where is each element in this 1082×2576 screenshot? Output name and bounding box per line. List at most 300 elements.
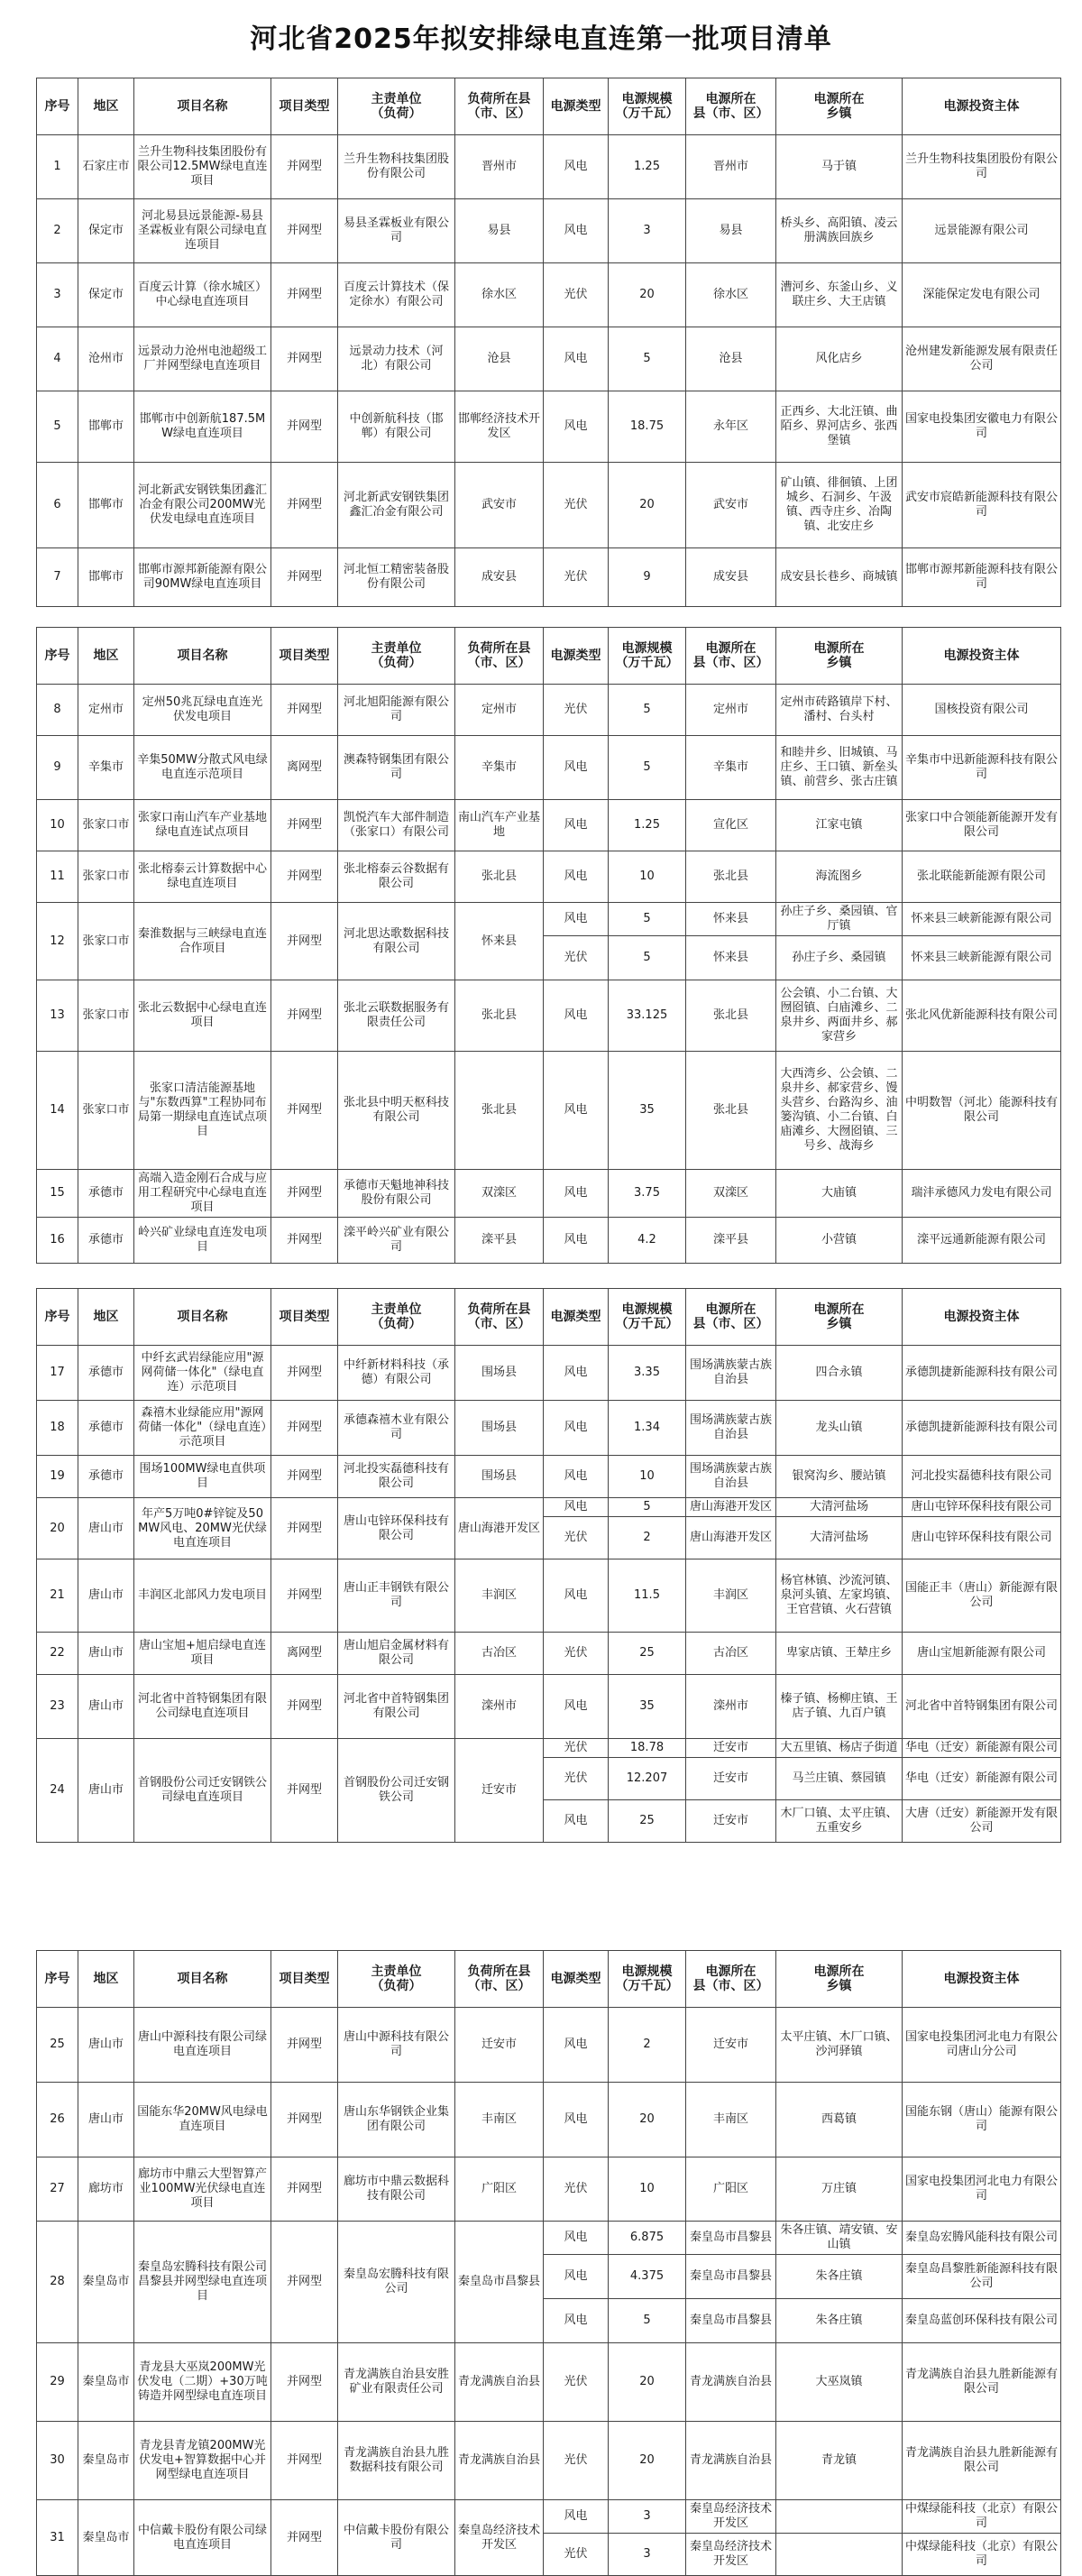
source-type-cell: 风电 bbox=[544, 800, 609, 851]
source-county-cell: 围场满族蒙古族自治县 bbox=[686, 1401, 776, 1456]
project-name-cell: 青龙县青龙镇200MW光伏发电+智算数据中心并网型绿电直连项目 bbox=[134, 2422, 271, 2500]
row-number: 19 bbox=[37, 1456, 78, 1498]
source-county-cell: 辛集市 bbox=[686, 736, 776, 800]
column-header: 序号 bbox=[37, 1951, 78, 2008]
source-county-cell: 唐山海港开发区 bbox=[686, 1498, 776, 1517]
source-type-cell: 光伏 bbox=[544, 1739, 609, 1758]
source-investor-cell: 张北联能新能源有限公司 bbox=[903, 851, 1061, 903]
source-scale-cell: 3.35 bbox=[609, 1346, 686, 1401]
source-scale-cell: 3 bbox=[609, 2534, 686, 2576]
region-cell: 辛集市 bbox=[78, 736, 134, 800]
column-header: 电源所在 乡镇 bbox=[776, 1951, 903, 2008]
load-county-cell: 晋州市 bbox=[455, 135, 544, 199]
source-town-cell: 小营镇 bbox=[776, 1218, 903, 1264]
region-cell: 唐山市 bbox=[78, 1498, 134, 1559]
project-table-page-2 bbox=[36, 627, 1061, 1264]
source-scale-cell: 35 bbox=[609, 1052, 686, 1170]
source-county-cell: 沧县 bbox=[686, 327, 776, 391]
column-header: 负荷所在县 （市、区） bbox=[455, 628, 544, 685]
column-header: 地区 bbox=[78, 1951, 134, 2008]
load-county-cell: 双滦区 bbox=[455, 1170, 544, 1218]
source-county-cell: 丰南区 bbox=[686, 2083, 776, 2157]
project-type-cell: 并网型 bbox=[271, 1218, 338, 1264]
source-investor-cell: 怀来县三峡新能源有限公司 bbox=[903, 936, 1061, 980]
source-town-cell: 朱各庄镇 bbox=[776, 2299, 903, 2343]
source-county-cell: 迁安市 bbox=[686, 2008, 776, 2083]
row-number: 29 bbox=[37, 2343, 78, 2422]
project-name-cell: 唐山中源科技有限公司绿电直连项目 bbox=[134, 2008, 271, 2083]
source-town-cell: 和睦井乡、旧城镇、马庄乡、王口镇、新垒头镇、前营乡、张古庄镇 bbox=[776, 736, 903, 800]
table-header-row bbox=[37, 1289, 1061, 1346]
table-row bbox=[37, 2157, 1061, 2222]
load-county-cell: 围场县 bbox=[455, 1456, 544, 1498]
project-type-cell: 并网型 bbox=[271, 980, 338, 1052]
source-county-cell: 丰润区 bbox=[686, 1559, 776, 1633]
source-county-cell: 滦州市 bbox=[686, 1675, 776, 1739]
source-scale-cell: 4.375 bbox=[609, 2255, 686, 2299]
project-name-cell: 唐山宝旭+旭启绿电直连项目 bbox=[134, 1633, 271, 1675]
region-cell: 唐山市 bbox=[78, 1559, 134, 1633]
project-type-cell: 并网型 bbox=[271, 2008, 338, 2083]
source-town-cell: 公会镇、小二台镇、大囫囵镇、白庙滩乡、二泉井乡、两面井乡、郝家营乡 bbox=[776, 980, 903, 1052]
project-type-cell: 离网型 bbox=[271, 1633, 338, 1675]
project-name-cell: 张北榕泰云计算数据中心绿电直连项目 bbox=[134, 851, 271, 903]
load-owner-cell: 张北榕泰云谷数据有限公司 bbox=[338, 851, 455, 903]
project-type-cell: 并网型 bbox=[271, 2343, 338, 2422]
load-county-cell: 丰南区 bbox=[455, 2083, 544, 2157]
source-scale-cell: 25 bbox=[609, 1800, 686, 1843]
source-county-cell: 青龙满族自治县 bbox=[686, 2422, 776, 2500]
source-county-cell: 武安市 bbox=[686, 463, 776, 548]
source-county-cell: 双滦区 bbox=[686, 1170, 776, 1218]
column-header: 电源所在 县（市、区） bbox=[686, 1289, 776, 1346]
region-cell: 张家口市 bbox=[78, 980, 134, 1052]
row-number: 28 bbox=[37, 2222, 78, 2343]
source-town-cell: 大清河盐场 bbox=[776, 1498, 903, 1517]
row-number: 26 bbox=[37, 2083, 78, 2157]
project-type-cell: 并网型 bbox=[271, 263, 338, 327]
table-row bbox=[37, 2343, 1061, 2422]
column-header: 序号 bbox=[37, 1289, 78, 1346]
row-number: 30 bbox=[37, 2422, 78, 2500]
source-scale-cell: 5 bbox=[609, 736, 686, 800]
source-type-cell: 光伏 bbox=[544, 2534, 609, 2576]
load-owner-cell: 承德市天魁地神科技股份有限公司 bbox=[338, 1170, 455, 1218]
source-town-cell: 海流图乡 bbox=[776, 851, 903, 903]
project-name-cell: 丰润区北部风力发电项目 bbox=[134, 1559, 271, 1633]
region-cell: 唐山市 bbox=[78, 1675, 134, 1739]
source-investor-cell: 河北省中首特钢集团有限公司 bbox=[903, 1675, 1061, 1739]
load-owner-cell: 凯悦汽车大部件制造（张家口）有限公司 bbox=[338, 800, 455, 851]
source-investor-cell: 青龙满族自治县九胜新能源有限公司 bbox=[903, 2343, 1061, 2422]
source-type-cell: 光伏 bbox=[544, 548, 609, 607]
row-number: 2 bbox=[37, 199, 78, 263]
source-scale-cell: 18.78 bbox=[609, 1739, 686, 1758]
source-investor-cell: 唐山屯锌环保科技有限公司 bbox=[903, 1498, 1061, 1517]
row-number: 24 bbox=[37, 1739, 78, 1843]
source-county-cell: 成安县 bbox=[686, 548, 776, 607]
row-number: 21 bbox=[37, 1559, 78, 1633]
source-investor-cell: 沧州建发新能源发展有限责任公司 bbox=[903, 327, 1061, 391]
load-owner-cell: 唐山正丰钢铁有限公司 bbox=[338, 1559, 455, 1633]
source-scale-cell: 5 bbox=[609, 936, 686, 980]
project-type-cell: 并网型 bbox=[271, 391, 338, 463]
source-county-cell: 张北县 bbox=[686, 1052, 776, 1170]
region-cell: 唐山市 bbox=[78, 2008, 134, 2083]
source-type-cell: 风电 bbox=[544, 1559, 609, 1633]
table-row bbox=[37, 980, 1061, 1052]
source-type-cell: 风电 bbox=[544, 391, 609, 463]
load-owner-cell: 远景动力技术（河北）有限公司 bbox=[338, 327, 455, 391]
row-number: 25 bbox=[37, 2008, 78, 2083]
project-name-cell: 国能东华20MW风电绿电直连项目 bbox=[134, 2083, 271, 2157]
row-number: 13 bbox=[37, 980, 78, 1052]
load-county-cell: 围场县 bbox=[455, 1401, 544, 1456]
table-row bbox=[37, 2500, 1061, 2534]
source-type-cell: 风电 bbox=[544, 2222, 609, 2255]
source-town-cell: 西葛镇 bbox=[776, 2083, 903, 2157]
region-cell: 沧州市 bbox=[78, 327, 134, 391]
column-header: 电源类型 bbox=[544, 628, 609, 685]
load-owner-cell: 中纤新材料科技（承德）有限公司 bbox=[338, 1346, 455, 1401]
source-county-cell: 广阳区 bbox=[686, 2157, 776, 2222]
source-scale-cell: 2 bbox=[609, 2008, 686, 2083]
column-header: 电源投资主体 bbox=[903, 628, 1061, 685]
source-investor-cell: 张北风优新能源科技有限公司 bbox=[903, 980, 1061, 1052]
table-row bbox=[37, 1559, 1061, 1633]
row-number: 5 bbox=[37, 391, 78, 463]
row-number: 16 bbox=[37, 1218, 78, 1264]
load-county-cell: 沧县 bbox=[455, 327, 544, 391]
source-investor-cell: 国能东钢（唐山）能源有限公司 bbox=[903, 2083, 1061, 2157]
source-town-cell: 木厂口镇、太平庄镇、五重安乡 bbox=[776, 1800, 903, 1843]
region-cell: 唐山市 bbox=[78, 1633, 134, 1675]
source-county-cell: 秦皇岛经济技术开发区 bbox=[686, 2534, 776, 2576]
project-type-cell: 并网型 bbox=[271, 135, 338, 199]
table-row bbox=[37, 1498, 1061, 1517]
source-scale-cell: 10 bbox=[609, 2157, 686, 2222]
table-row bbox=[37, 685, 1061, 736]
source-town-cell: 杨官林镇、沙流河镇、泉河头镇、左家坞镇、王官营镇、火石营镇 bbox=[776, 1559, 903, 1633]
column-header: 电源类型 bbox=[544, 1951, 609, 2008]
region-cell: 承德市 bbox=[78, 1170, 134, 1218]
table-row bbox=[37, 736, 1061, 800]
table-row bbox=[37, 903, 1061, 936]
source-town-cell: 桥头乡、高阳镇、凌云册满族回族乡 bbox=[776, 199, 903, 263]
source-investor-cell: 瑞沣承德风力发电有限公司 bbox=[903, 1170, 1061, 1218]
table-row bbox=[37, 2222, 1061, 2255]
table-header-row bbox=[37, 628, 1061, 685]
source-scale-cell: 5 bbox=[609, 903, 686, 936]
column-header: 地区 bbox=[78, 78, 134, 135]
project-name-cell: 张北云数据中心绿电直连项目 bbox=[134, 980, 271, 1052]
source-county-cell: 徐水区 bbox=[686, 263, 776, 327]
region-cell: 秦皇岛市 bbox=[78, 2343, 134, 2422]
load-owner-cell: 澳森特钢集团有限公司 bbox=[338, 736, 455, 800]
project-type-cell: 并网型 bbox=[271, 2422, 338, 2500]
source-scale-cell: 20 bbox=[609, 2422, 686, 2500]
source-investor-cell: 张家口中合领能新能源开发有限公司 bbox=[903, 800, 1061, 851]
source-type-cell: 风电 bbox=[544, 1675, 609, 1739]
row-number: 6 bbox=[37, 463, 78, 548]
source-investor-cell: 大唐（迁安）新能源开发有限公司 bbox=[903, 1800, 1061, 1843]
column-header: 项目名称 bbox=[134, 628, 271, 685]
source-investor-cell: 中明数智（河北）能源科技有限公司 bbox=[903, 1052, 1061, 1170]
source-town-cell: 朱各庄镇 bbox=[776, 2255, 903, 2299]
column-header: 电源投资主体 bbox=[903, 1289, 1061, 1346]
project-type-cell: 并网型 bbox=[271, 1559, 338, 1633]
column-header: 电源投资主体 bbox=[903, 1951, 1061, 2008]
project-name-cell: 秦皇岛宏腾科技有限公司昌黎县并网型绿电直连项目 bbox=[134, 2222, 271, 2343]
source-type-cell: 光伏 bbox=[544, 2422, 609, 2500]
project-name-cell: 青龙县大巫岚200MW光伏发电（二期）+30万吨铸造并网型绿电直连项目 bbox=[134, 2343, 271, 2422]
load-owner-cell: 廊坊市中鼎云数据科技有限公司 bbox=[338, 2157, 455, 2222]
column-header: 地区 bbox=[78, 1289, 134, 1346]
source-investor-cell: 华电（迁安）新能源有限公司 bbox=[903, 1758, 1061, 1800]
source-type-cell: 风电 bbox=[544, 1401, 609, 1456]
column-header: 主责单位 （负荷） bbox=[338, 1289, 455, 1346]
table-header-row bbox=[37, 1951, 1061, 2008]
source-investor-cell: 怀来县三峡新能源有限公司 bbox=[903, 903, 1061, 936]
source-type-cell: 风电 bbox=[544, 736, 609, 800]
load-owner-cell: 秦皇岛宏腾科技有限公司 bbox=[338, 2222, 455, 2343]
load-county-cell: 怀来县 bbox=[455, 903, 544, 980]
row-number: 23 bbox=[37, 1675, 78, 1739]
source-county-cell: 滦平县 bbox=[686, 1218, 776, 1264]
source-county-cell: 迁安市 bbox=[686, 1739, 776, 1758]
source-scale-cell: 20 bbox=[609, 2343, 686, 2422]
source-type-cell: 风电 bbox=[544, 2500, 609, 2534]
row-number: 10 bbox=[37, 800, 78, 851]
load-county-cell: 徐水区 bbox=[455, 263, 544, 327]
project-name-cell: 秦淮数据与三峡绿电直连合作项目 bbox=[134, 903, 271, 980]
project-name-cell: 河北易县远景能源-易县圣霖板业有限公司绿电直连项目 bbox=[134, 199, 271, 263]
project-name-cell: 河北新武安钢铁集团鑫汇冶金有限公司200MW光伏发电绿电直连项目 bbox=[134, 463, 271, 548]
region-cell: 唐山市 bbox=[78, 1739, 134, 1843]
project-table-page-3 bbox=[36, 1288, 1061, 1843]
region-cell: 承德市 bbox=[78, 1346, 134, 1401]
project-name-cell: 围场100MW绿电直供项目 bbox=[134, 1456, 271, 1498]
project-type-cell: 并网型 bbox=[271, 2083, 338, 2157]
project-name-cell: 邯郸市中创新航187.5MW绿电直连项目 bbox=[134, 391, 271, 463]
table-row bbox=[37, 1401, 1061, 1456]
source-county-cell: 怀来县 bbox=[686, 936, 776, 980]
load-county-cell: 邯郸经济技术开发区 bbox=[455, 391, 544, 463]
source-investor-cell: 国家电投集团河北电力有限公司 bbox=[903, 2157, 1061, 2222]
load-county-cell: 南山汽车产业基地 bbox=[455, 800, 544, 851]
table-row bbox=[37, 800, 1061, 851]
table-header-row bbox=[37, 78, 1061, 135]
project-type-cell: 并网型 bbox=[271, 199, 338, 263]
table-row bbox=[37, 1052, 1061, 1170]
region-cell: 石家庄市 bbox=[78, 135, 134, 199]
load-owner-cell: 首钢股份公司迁安钢铁公司 bbox=[338, 1739, 455, 1843]
load-county-cell: 迁安市 bbox=[455, 1739, 544, 1843]
source-town-cell: 太平庄镇、木厂口镇、沙河驿镇 bbox=[776, 2008, 903, 2083]
table-row bbox=[37, 1456, 1061, 1498]
source-investor-cell: 秦皇岛宏腾风能科技有限公司 bbox=[903, 2222, 1061, 2255]
load-county-cell: 秦皇岛市昌黎县 bbox=[455, 2222, 544, 2343]
source-type-cell: 风电 bbox=[544, 327, 609, 391]
load-county-cell: 辛集市 bbox=[455, 736, 544, 800]
column-header: 电源类型 bbox=[544, 78, 609, 135]
project-type-cell: 并网型 bbox=[271, 1401, 338, 1456]
source-county-cell: 秦皇岛经济技术开发区 bbox=[686, 2500, 776, 2534]
table-row bbox=[37, 135, 1061, 199]
source-town-cell: 风化店乡 bbox=[776, 327, 903, 391]
source-investor-cell: 国家电投集团河北电力有限公司唐山分公司 bbox=[903, 2008, 1061, 2083]
load-county-cell: 古冶区 bbox=[455, 1633, 544, 1675]
row-number: 22 bbox=[37, 1633, 78, 1675]
project-name-cell: 森禧木业绿能应用"源网荷储一体化"（绿电直连）示范项目 bbox=[134, 1401, 271, 1456]
table-row bbox=[37, 327, 1061, 391]
source-scale-cell: 20 bbox=[609, 2083, 686, 2157]
table-row bbox=[37, 199, 1061, 263]
source-scale-cell: 4.2 bbox=[609, 1218, 686, 1264]
source-county-cell: 围场满族蒙古族自治县 bbox=[686, 1456, 776, 1498]
column-header: 电源规模 （万千瓦） bbox=[609, 78, 686, 135]
column-header: 地区 bbox=[78, 628, 134, 685]
project-type-cell: 并网型 bbox=[271, 903, 338, 980]
row-number: 11 bbox=[37, 851, 78, 903]
column-header: 序号 bbox=[37, 78, 78, 135]
column-header: 电源所在 县（市、区） bbox=[686, 1951, 776, 2008]
source-investor-cell: 兰升生物科技集团股份有限公司 bbox=[903, 135, 1061, 199]
source-county-cell: 秦皇岛市昌黎县 bbox=[686, 2299, 776, 2343]
source-type-cell: 风电 bbox=[544, 1052, 609, 1170]
source-type-cell: 风电 bbox=[544, 1498, 609, 1517]
source-town-cell: 孙庄子乡、桑园镇 bbox=[776, 936, 903, 980]
load-owner-cell: 兰升生物科技集团股份有限公司 bbox=[338, 135, 455, 199]
load-owner-cell: 承德森禧木业有限公司 bbox=[338, 1401, 455, 1456]
project-type-cell: 离网型 bbox=[271, 736, 338, 800]
source-investor-cell: 河北投实磊德科技有限公司 bbox=[903, 1456, 1061, 1498]
source-county-cell: 围场满族蒙古族自治县 bbox=[686, 1346, 776, 1401]
source-county-cell: 张北县 bbox=[686, 851, 776, 903]
column-header: 项目类型 bbox=[271, 1289, 338, 1346]
column-header: 项目类型 bbox=[271, 78, 338, 135]
source-type-cell: 风电 bbox=[544, 2083, 609, 2157]
project-name-cell: 兰升生物科技集团股份有限公司12.5MW绿电直连项目 bbox=[134, 135, 271, 199]
source-town-cell: 青龙镇 bbox=[776, 2422, 903, 2500]
source-county-cell: 定州市 bbox=[686, 685, 776, 736]
source-type-cell: 光伏 bbox=[544, 1517, 609, 1559]
load-county-cell: 张北县 bbox=[455, 1052, 544, 1170]
column-header: 负荷所在县 （市、区） bbox=[455, 1951, 544, 2008]
project-type-cell: 并网型 bbox=[271, 548, 338, 607]
column-header: 主责单位 （负荷） bbox=[338, 1951, 455, 2008]
source-town-cell: 孙庄子乡、桑园镇、官厅镇 bbox=[776, 903, 903, 936]
source-town-cell: 矿山镇、徘徊镇、上团城乡、石洞乡、午汲镇、西寺庄乡、冶陶镇、北安庄乡 bbox=[776, 463, 903, 548]
row-number: 18 bbox=[37, 1401, 78, 1456]
source-town-cell: 银窝沟乡、腰站镇 bbox=[776, 1456, 903, 1498]
source-town-cell: 成安县长巷乡、商城镇 bbox=[776, 548, 903, 607]
source-scale-cell: 18.75 bbox=[609, 391, 686, 463]
source-county-cell: 青龙满族自治县 bbox=[686, 2343, 776, 2422]
source-investor-cell: 唐山宝旭新能源有限公司 bbox=[903, 1633, 1061, 1675]
source-town-cell: 正西乡、大北汪镇、曲陌乡、界河店乡、张西堡镇 bbox=[776, 391, 903, 463]
source-scale-cell: 3 bbox=[609, 2500, 686, 2534]
project-type-cell: 并网型 bbox=[271, 463, 338, 548]
source-scale-cell: 10 bbox=[609, 851, 686, 903]
source-scale-cell: 33.125 bbox=[609, 980, 686, 1052]
project-table-page-4 bbox=[36, 1950, 1061, 2576]
region-cell: 保定市 bbox=[78, 199, 134, 263]
row-number: 1 bbox=[37, 135, 78, 199]
source-type-cell: 光伏 bbox=[544, 2343, 609, 2422]
load-owner-cell: 唐山中源科技有限公司 bbox=[338, 2008, 455, 2083]
project-table-page-1 bbox=[36, 78, 1061, 607]
project-type-cell: 并网型 bbox=[271, 851, 338, 903]
source-town-cell: 榛子镇、杨柳庄镇、王店子镇、九百户镇 bbox=[776, 1675, 903, 1739]
source-type-cell: 光伏 bbox=[544, 936, 609, 980]
column-header: 电源规模 （万千瓦） bbox=[609, 628, 686, 685]
source-investor-cell: 秦皇岛昌黎胜新能源科技有限公司 bbox=[903, 2255, 1061, 2299]
region-cell: 张家口市 bbox=[78, 1052, 134, 1170]
load-owner-cell: 唐山旭启金属材料有限公司 bbox=[338, 1633, 455, 1675]
source-town-cell bbox=[776, 2500, 903, 2534]
source-town-cell: 朱各庄镇、靖安镇、安山镇 bbox=[776, 2222, 903, 2255]
region-cell: 邯郸市 bbox=[78, 463, 134, 548]
load-owner-cell: 河北思达歌数据科技有限公司 bbox=[338, 903, 455, 980]
project-type-cell: 并网型 bbox=[271, 1052, 338, 1170]
load-county-cell: 丰润区 bbox=[455, 1559, 544, 1633]
row-number: 12 bbox=[37, 903, 78, 980]
source-town-cell: 江家屯镇 bbox=[776, 800, 903, 851]
source-scale-cell: 5 bbox=[609, 2299, 686, 2343]
source-county-cell: 古冶区 bbox=[686, 1633, 776, 1675]
source-scale-cell: 5 bbox=[609, 327, 686, 391]
table-row bbox=[37, 2422, 1061, 2500]
column-header: 项目名称 bbox=[134, 1951, 271, 2008]
source-county-cell: 永年区 bbox=[686, 391, 776, 463]
load-owner-cell: 滦平岭兴矿业有限公司 bbox=[338, 1218, 455, 1264]
project-type-cell: 并网型 bbox=[271, 1739, 338, 1843]
row-number: 31 bbox=[37, 2500, 78, 2576]
source-type-cell: 风电 bbox=[544, 135, 609, 199]
project-type-cell: 并网型 bbox=[271, 1170, 338, 1218]
project-name-cell: 高端入造金刚石合成与应用工程研究中心绿电直连项目 bbox=[134, 1170, 271, 1218]
source-county-cell: 秦皇岛市昌黎县 bbox=[686, 2255, 776, 2299]
source-type-cell: 风电 bbox=[544, 1800, 609, 1843]
source-investor-cell: 唐山屯锌环保科技有限公司 bbox=[903, 1517, 1061, 1559]
source-investor-cell: 秦皇岛蓝创环保科技有限公司 bbox=[903, 2299, 1061, 2343]
column-header: 项目类型 bbox=[271, 628, 338, 685]
project-name-cell: 邯郸市源邦新能源有限公司90MW绿电直连项目 bbox=[134, 548, 271, 607]
row-number: 7 bbox=[37, 548, 78, 607]
column-header: 负荷所在县 （市、区） bbox=[455, 1289, 544, 1346]
project-name-cell: 中信戴卡股份有限公司绿电直连项目 bbox=[134, 2500, 271, 2576]
source-investor-cell: 青龙满族自治县九胜新能源有限公司 bbox=[903, 2422, 1061, 2500]
region-cell: 承德市 bbox=[78, 1218, 134, 1264]
source-county-cell: 唐山海港开发区 bbox=[686, 1517, 776, 1559]
row-number: 15 bbox=[37, 1170, 78, 1218]
load-owner-cell: 易县圣霖板业有限公司 bbox=[338, 199, 455, 263]
source-scale-cell: 12.207 bbox=[609, 1758, 686, 1800]
load-county-cell: 滦平县 bbox=[455, 1218, 544, 1264]
source-scale-cell: 5 bbox=[609, 685, 686, 736]
table-row bbox=[37, 2008, 1061, 2083]
column-header: 项目名称 bbox=[134, 1289, 271, 1346]
row-number: 4 bbox=[37, 327, 78, 391]
source-scale-cell: 2 bbox=[609, 1517, 686, 1559]
source-investor-cell: 中煤绿能科技（北京）有限公司 bbox=[903, 2534, 1061, 2576]
row-number: 27 bbox=[37, 2157, 78, 2222]
source-scale-cell: 35 bbox=[609, 1675, 686, 1739]
load-county-cell: 青龙满族自治县 bbox=[455, 2343, 544, 2422]
source-county-cell: 张北县 bbox=[686, 980, 776, 1052]
source-county-cell: 迁安市 bbox=[686, 1800, 776, 1843]
